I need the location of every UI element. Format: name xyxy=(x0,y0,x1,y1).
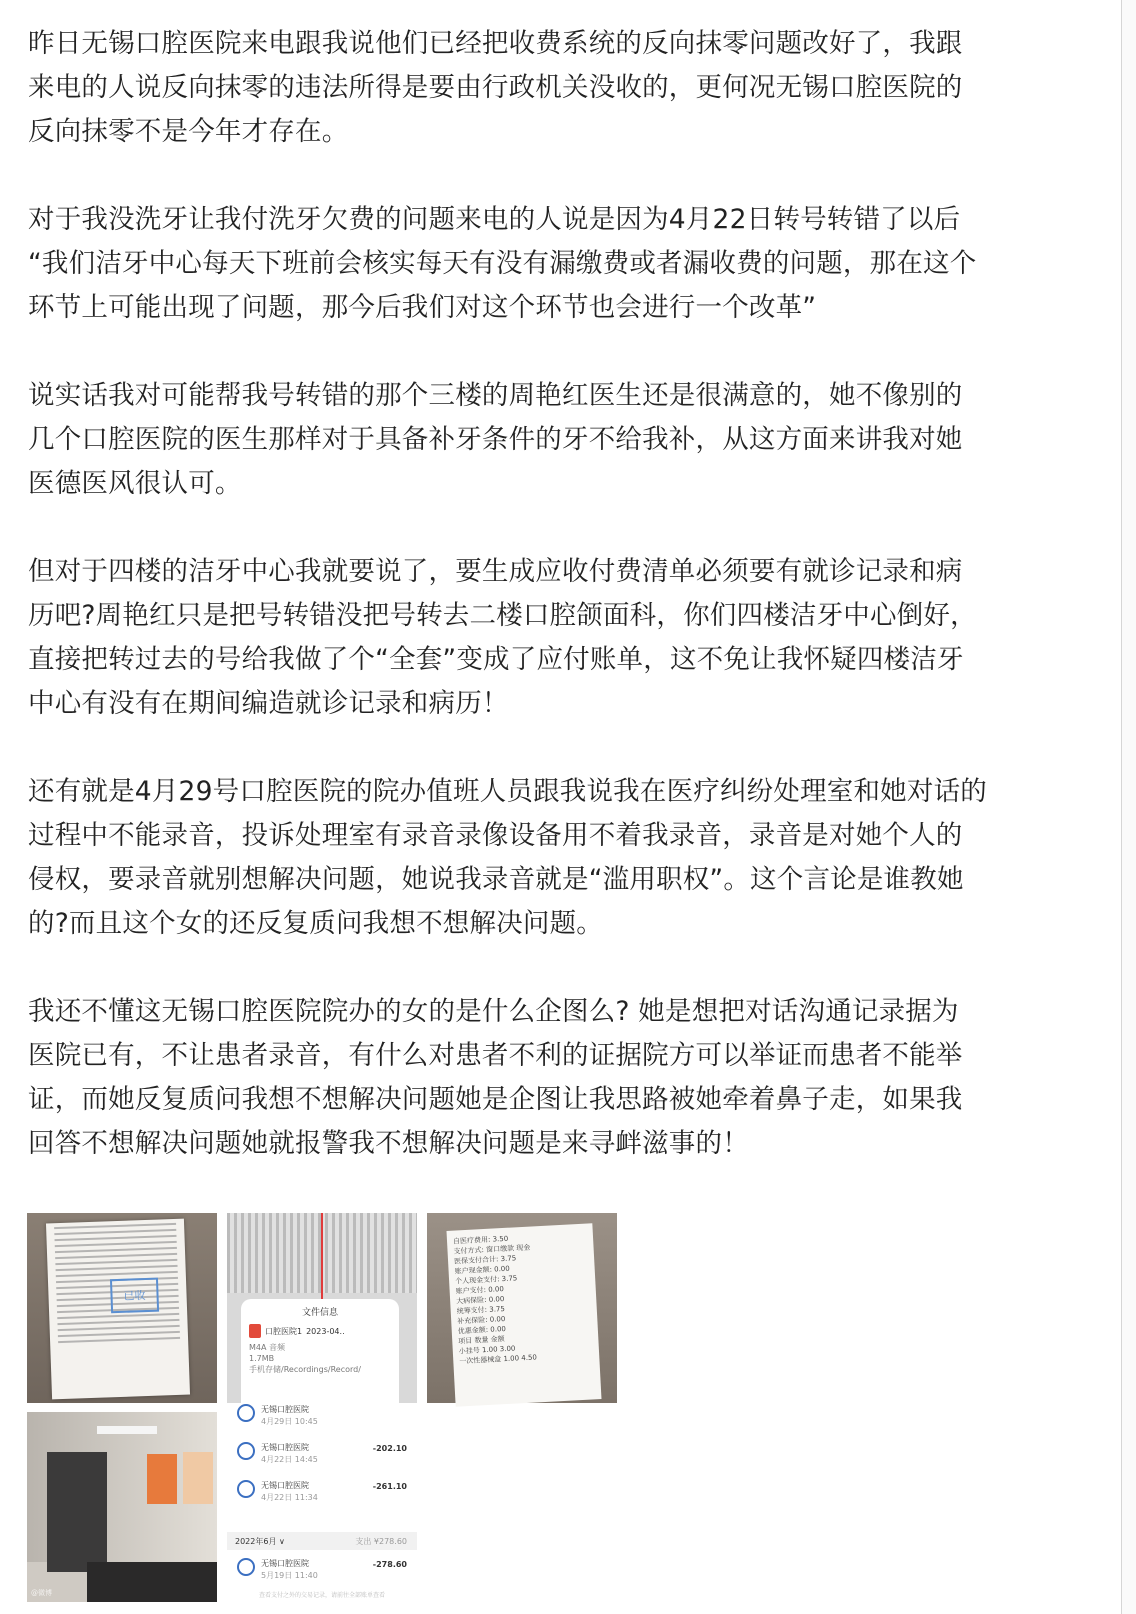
door xyxy=(47,1452,107,1572)
file-type: M4A 音频 xyxy=(249,1343,286,1352)
receipt-photo-thumbnail[interactable] xyxy=(427,1213,617,1403)
receipt-photo-thumbnail[interactable] xyxy=(27,1213,217,1403)
wall-poster xyxy=(147,1454,177,1504)
wall-poster xyxy=(183,1452,213,1504)
hospital-logo-icon xyxy=(237,1558,255,1576)
watermark: @微博 xyxy=(31,1589,52,1597)
post-paragraph: 说实话我对可能帮我号转错的那个三楼的周艳红医生还是很满意的，她不像别的 几个口腔医院的医生那样对于具备补牙条件的牙不给我补，从这方面来讲我对她 医德医风很认可。 xyxy=(28,380,963,499)
receipt-paper xyxy=(46,1219,190,1400)
post-paragraph: 对于我没洗牙让我付洗牙欠费的问题来电的人说是因为4月22日转号转错了以后 “我们洁牙中心每天下班前会核实每天有没有漏缴费或者漏收费的问题，那在这个 环节上可能出现了问题，那今后我们对这个环节也会进行一个改革” xyxy=(28,204,977,323)
audio-file-icon xyxy=(249,1324,261,1338)
payment-item: 无锡口腔医院 5月19日 11:40 -278.60 xyxy=(227,1552,417,1588)
file-size: 1.7MB xyxy=(249,1354,275,1363)
file-info-title: 文件信息 xyxy=(301,1308,338,1318)
table xyxy=(87,1562,217,1602)
file-info-card xyxy=(241,1299,399,1403)
hospital-logo-icon xyxy=(237,1480,255,1498)
payment-item: 无锡口腔医院 4月29日 10:45 xyxy=(227,1398,417,1434)
payment-stamp: 已收 xyxy=(110,1278,159,1314)
post-paragraph: 昨日无锡口腔医院来电跟我说他们已经把收费系统的反向抹零问题改好了，我跟 来电的人说反向抹零的违法所得是要由行政机关没收的，更何况无锡口腔医院的 反向抹零不是今年才存在。 xyxy=(28,28,963,147)
audio-file-screenshot-thumbnail[interactable] xyxy=(227,1213,417,1403)
file-path: 手机存储/Recordings/Record/ xyxy=(249,1365,361,1374)
post-paragraph: 我还不懂这无锡口腔医院院办的女的是什么企图么? 她是想把对话沟通记录据为 医院已有，不让患者录音，有什么对患者不利的证据院方可以举证而患者不能举 证，而她反复质问我想不想解决问题她是企图让我思路被她牵着鼻子走，如果我 回答不想解决问题她就报警我不想解决问题是来寻衅滋事的！ xyxy=(28,996,963,1159)
room-photo-thumbnail[interactable] xyxy=(27,1412,217,1602)
file-date: 2023-04.. xyxy=(306,1326,345,1336)
hospital-logo-icon xyxy=(237,1404,255,1422)
payment-footer-note: 查看支付之外的交易记录，请前往全部账单查看 xyxy=(258,1592,385,1599)
post-paragraph: 还有就是4月29号口腔医院的院办值班人员跟我说我在医疗纠纷处理室和她对话的 过程中不能录音，投诉处理室有录音录像设备用不着我录音，录音是对她个人的 侵权，要录音就别想解决问题，她说我录音就是“滥用职权”。这个言论是谁教她 的?而且这个女的还反复质问我想不想解决问题。 xyxy=(28,776,987,939)
payment-record-screenshot-thumbnail[interactable] xyxy=(227,1405,417,1602)
receipt-paper: 自医疗费用: 3.50 支付方式: 窗口缴款 现金 医保支付合计: 3.75 账户现金额: 0.00 个人现金支付: 3.75 账户支付: 0.00 大病保险: 0.00 统筹支付: 3.75 补充保险: 0.00 优惠金额: 0.00 项目 数量 金额 小挂号 1.00 3.00 一次性器械盒 1.00 4.50 xyxy=(446,1223,601,1406)
payment-item: 无锡口腔医院 4月22日 14:45 -202.10 xyxy=(227,1436,417,1472)
image-gallery xyxy=(27,1213,627,1608)
page-edge xyxy=(1121,0,1136,1614)
file-name: 口腔医院1 xyxy=(265,1326,303,1336)
payment-item: 无锡口腔医院 4月22日 11:34 -261.10 xyxy=(227,1474,417,1510)
post-body xyxy=(28,22,1108,1210)
ceiling-light xyxy=(97,1426,157,1434)
month-header: 2022年6月 ∨ 支出 ¥278.60 xyxy=(227,1532,417,1550)
post-paragraph: 但对于四楼的洁牙中心我就要说了，要生成应收付费清单必须要有就诊记录和病 历吧?周艳红只是把号转错没把号转去二楼口腔颌面科，你们四楼洁牙中心倒好， 直接把转过去的号给我做了个“全套”变成了应付账单，这不免让我怀疑四楼洁牙 中心有没有在期间编造就诊记录和病历！ xyxy=(28,556,977,719)
hospital-logo-icon xyxy=(237,1442,255,1460)
